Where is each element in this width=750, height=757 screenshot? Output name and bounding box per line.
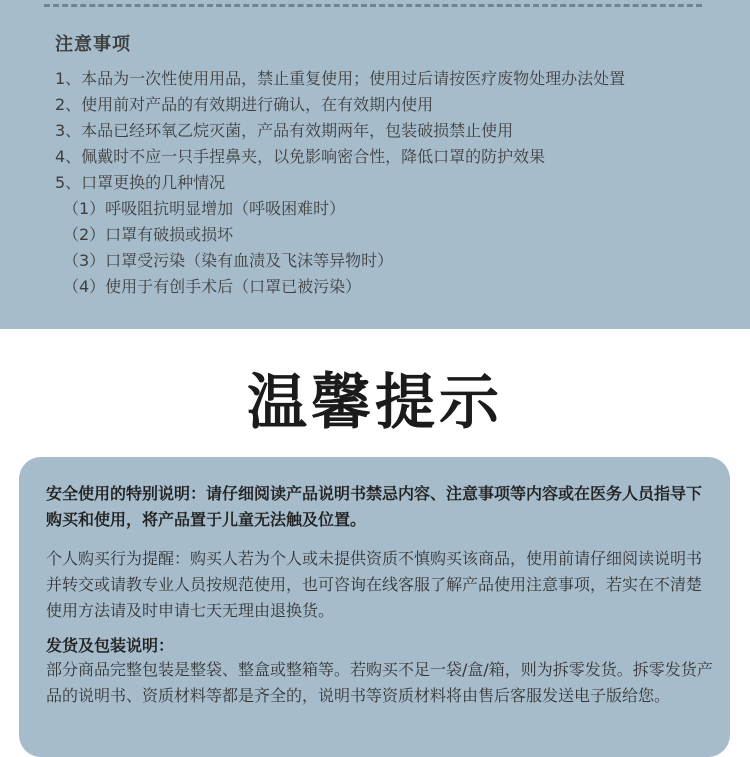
- notice-item: 5、口罩更换的几种情况: [55, 173, 226, 192]
- notice-subitem: （3）口罩受污染（染有血渍及飞沫等异物时）: [63, 251, 394, 270]
- notice-heading: 注意事项: [55, 34, 131, 55]
- personal-note: 个人购买行为提醒：购买人若为个人或未提供资质不慎购买该商品，使用前请仔细阅读说明书并转交或请教专业人员按规范使用，也可咨询在线客服了解产品使用注意事项，若实在不清楚使用方法请及时申请七天无理由退换货。: [46, 549, 703, 620]
- notice-item: 2、使用前对产品的有效期进行确认，在有效期内使用: [55, 95, 434, 114]
- shipping-heading: 发货及包装说明：: [46, 636, 175, 655]
- safety-note: 安全使用的特别说明：请仔细阅读产品说明书禁忌内容、注意事项等内容或在医务人员指导下购买和使用，将产品置于儿童无法触及位置。: [46, 484, 703, 529]
- notice-list: [55, 66, 625, 300]
- notice-item: 3、本品已经环氧乙烷灭菌，产品有效期两年，包装破损禁止使用: [55, 121, 514, 140]
- dashed-divider: [44, 4, 702, 7]
- notice-subitem: （1）呼吸阻抗明显增加（呼吸困难时）: [63, 199, 346, 218]
- shipping-note: 部分商品完整包装是整袋、整盒或整箱等。若购买不足一袋/盒/箱，则为拆零发货。拆零发货产品的说明书、资质材料等都是齐全的，说明书等资质材料将由售后客服发送电子版给您。: [46, 660, 713, 705]
- tips-title: 温馨提示: [247, 368, 503, 438]
- notice-item: 4、佩戴时不应一只手捏鼻夹，以免影响密合性，降低口罩的防护效果: [55, 147, 546, 166]
- notice-subitem: （2）口罩有破损或损坏: [63, 225, 234, 244]
- notice-item: 1、本品为一次性使用用品，禁止重复使用；使用过后请按医疗废物处理办法处置: [55, 69, 626, 88]
- notice-subitem: （4）使用于有创手术后（口罩已被污染）: [63, 277, 362, 296]
